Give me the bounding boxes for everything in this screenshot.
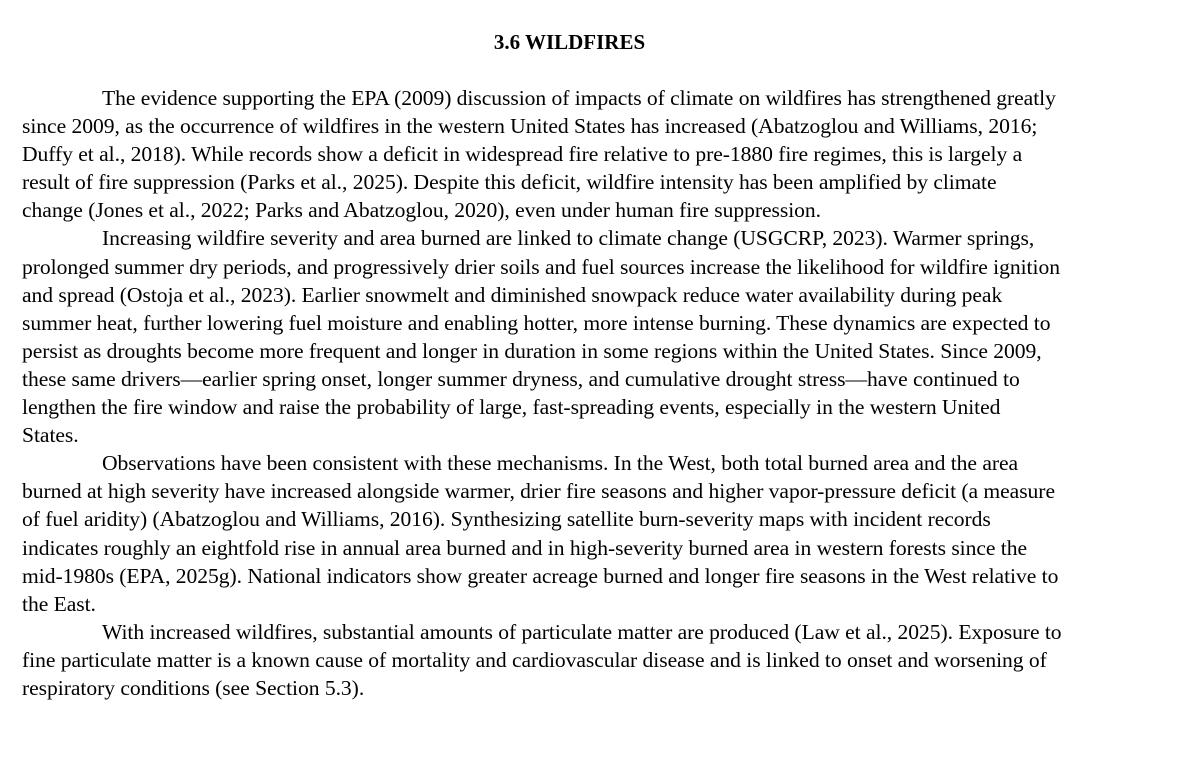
paragraph-particulate: With increased wildfires, substantial amounts of particulate matter are produced (Law et al., 2025). Exposure to fine particulate matter is a known cause of mortality and cardiovascular disease and is linked to onset and worsening of respiratory conditions (see Section 5.3). bbox=[22, 619, 1062, 700]
paragraph-evidence: The evidence supporting the EPA (2009) discussion of impacts of climate on wildfires has strengthened greatly since 2009, as the occurrence of wildfires in the western United States has increased (Abatzoglou and Williams, 2016; Duffy et al., 2018). While records show a deficit in widespread fire relative to pre-1880 fire regimes, this is largely a result of fire suppression (Parks et al., 2025). Despite this deficit, wildfire intensity has been amplified by climate change (Jones et al., 2022; Parks and Abatzoglou, 2020), even under human fire suppression. bbox=[22, 86, 1056, 223]
paragraph-severity: Increasing wildfire severity and area burned are linked to climate change (USGCRP, 2023). Warmer springs, prolonged summer dry periods, and progressively drier soils and fuel sources increase the likelihood for wildfire ignition and spread (Ostoja et al., 2023). Earlier snowmelt and diminished snowpack reduce water availability during peak summer heat, further lowering fuel moisture and enabling hotter, more intense burning. These dynamics are expected to persist as droughts become more frequent and longer in duration in some regions within the United States. Since 2009, these same drivers—earlier spring onset, longer summer dryness, and cumulative drought stress—have continued to lengthen the fire window and raise the probability of large, fast-spreading events, especially in the western United States. bbox=[22, 226, 1060, 448]
section-title: 3.6 WILDFIRES bbox=[493, 30, 646, 54]
paragraph-observations: Observations have been consistent with these mechanisms. In the West, both total burned area and the area burned at high severity have increased alongside warmer, drier fire seasons and higher vapor-pressure deficit (a measure of fuel aridity) (Abatzoglou and Williams, 2016). Synthesizing satellite burn-severity maps with incident records indicates roughly an eightfold rise in annual area burned and in high-severity burned area in western forests since the mid-1980s (EPA, 2025g). National indicators show greater acreage burned and longer fire seasons in the West relative to the East. bbox=[22, 451, 1059, 616]
document-page bbox=[22, 28, 1062, 702]
